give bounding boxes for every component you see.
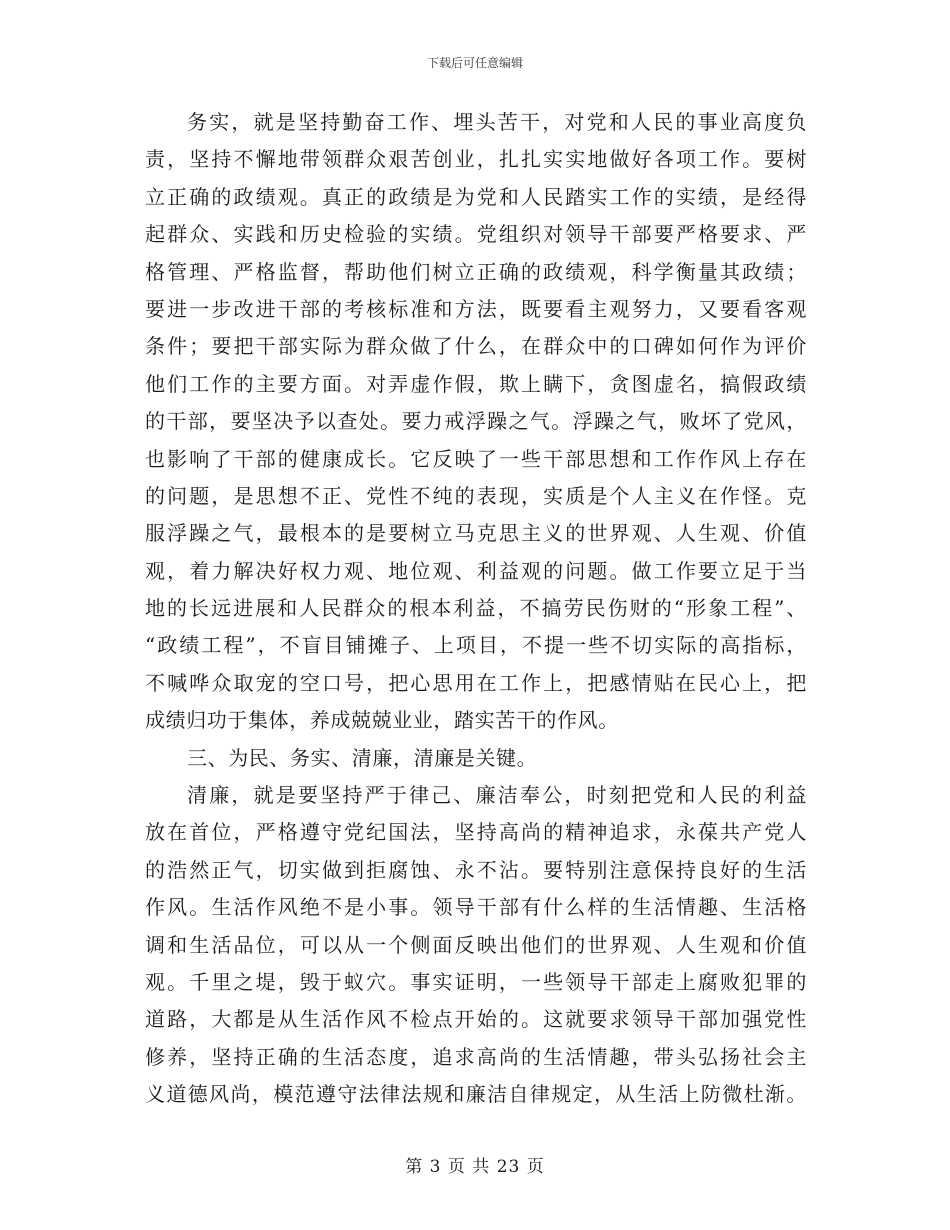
paragraph-line: 的问题，是思想不正、党性不纯的表现，实质是个人主义在作怪。克: [145, 483, 807, 508]
paragraph-line: 起群众、实践和历史检验的实绩。党组织对领导干部要严格要求、严: [145, 222, 807, 247]
page-footer: 第 3 页 共 23 页: [405, 1157, 545, 1177]
paragraph-line: 观。千里之堤，毁于蚁穴。事实证明，一些领导干部走上腐败犯罪的: [145, 969, 807, 994]
paragraph-line: 地的长远进展和人民群众的根本利益，不搞劳民伤财的“形象工程”、: [145, 596, 807, 621]
document-body: [145, 104, 807, 1114]
paragraph-line: 责，坚持不懈地带领群众艰苦创业，扎扎实实地做好各项工作。要树: [145, 147, 807, 172]
paragraph-line: 修养，坚持正确的生活态度，追求高尚的生活情趣，带头弘扬社会主: [145, 1044, 807, 1069]
paragraph-line: 的干部，要坚决予以查处。要力戒浮躁之气。浮躁之气，败坏了党风，: [145, 409, 807, 434]
page-header: 下载后可任意编辑: [426, 56, 523, 70]
paragraph-line: 作风。生活作风绝不是小事。领导干部有什么样的生活情趣、生活格: [145, 895, 807, 920]
paragraph-line: 道路，大都是从生活作风不检点开始的。这就要求领导干部加强党性: [145, 1007, 807, 1032]
paragraph-line: 也影响了干部的健康成长。它反映了一些干部思想和工作作风上存在: [145, 446, 807, 471]
paragraph-line: 调和生活品位，可以从一个侧面反映出他们的世界观、人生观和价值: [145, 932, 807, 957]
paragraph-line: 放在首位，严格遵守党纪国法，坚持高尚的精神追求，永葆共产党人: [145, 820, 807, 845]
paragraph-line: 格管理、严格监督，帮助他们树立正确的政绩观，科学衡量其政绩；: [145, 259, 807, 284]
paragraph-line: 成绩归功于集体，养成兢兢业业，踏实苦干的作风。: [145, 708, 619, 733]
paragraph-line: 观，着力解决好权力观、地位观、利益观的问题。做工作要立足于当: [145, 558, 807, 583]
paragraph-line: 要进一步改进干部的考核标准和方法，既要看主观努力，又要看客观: [145, 296, 807, 321]
paragraph-line: 的浩然正气，切实做到拒腐蚀、永不沾。要特别注意保持良好的生活: [145, 857, 807, 882]
paragraph-line: 务实，就是坚持勤奋工作、埋头苦干，对党和人民的事业高度负: [187, 110, 807, 134]
paragraph-line: 立正确的政绩观。真正的政绩是为党和人民踏实工作的实绩，是经得: [145, 184, 807, 209]
paragraph-line: 条件；要把干部实际为群众做了什么，在群众中的口碑如何作为评价: [145, 334, 807, 359]
section-heading: 三、为民、务实、清廉，清廉是关键。: [187, 745, 538, 770]
paragraph-line: 服浮躁之气，最根本的是要树立马克思主义的世界观、人生观、价值: [145, 521, 807, 546]
paragraph-line: 清廉，就是要坚持严于律己、廉洁奉公，时刻把党和人民的利益: [187, 783, 807, 808]
paragraph-line: 他们工作的主要方面。对弄虚作假，欺上瞒下，贪图虚名，搞假政绩: [145, 371, 807, 396]
paragraph-line: “政绩工程”，不盲目铺摊子、上项目，不提一些不切实际的高指标，: [145, 633, 807, 658]
paragraph-line: 义道德风尚，模范遵守法律法规和廉洁自律规定，从生活上防微杜渐。: [145, 1082, 807, 1107]
paragraph-line: 不喊哗众取宠的空口号，把心思用在工作上，把感情贴在民心上，把: [145, 670, 807, 695]
